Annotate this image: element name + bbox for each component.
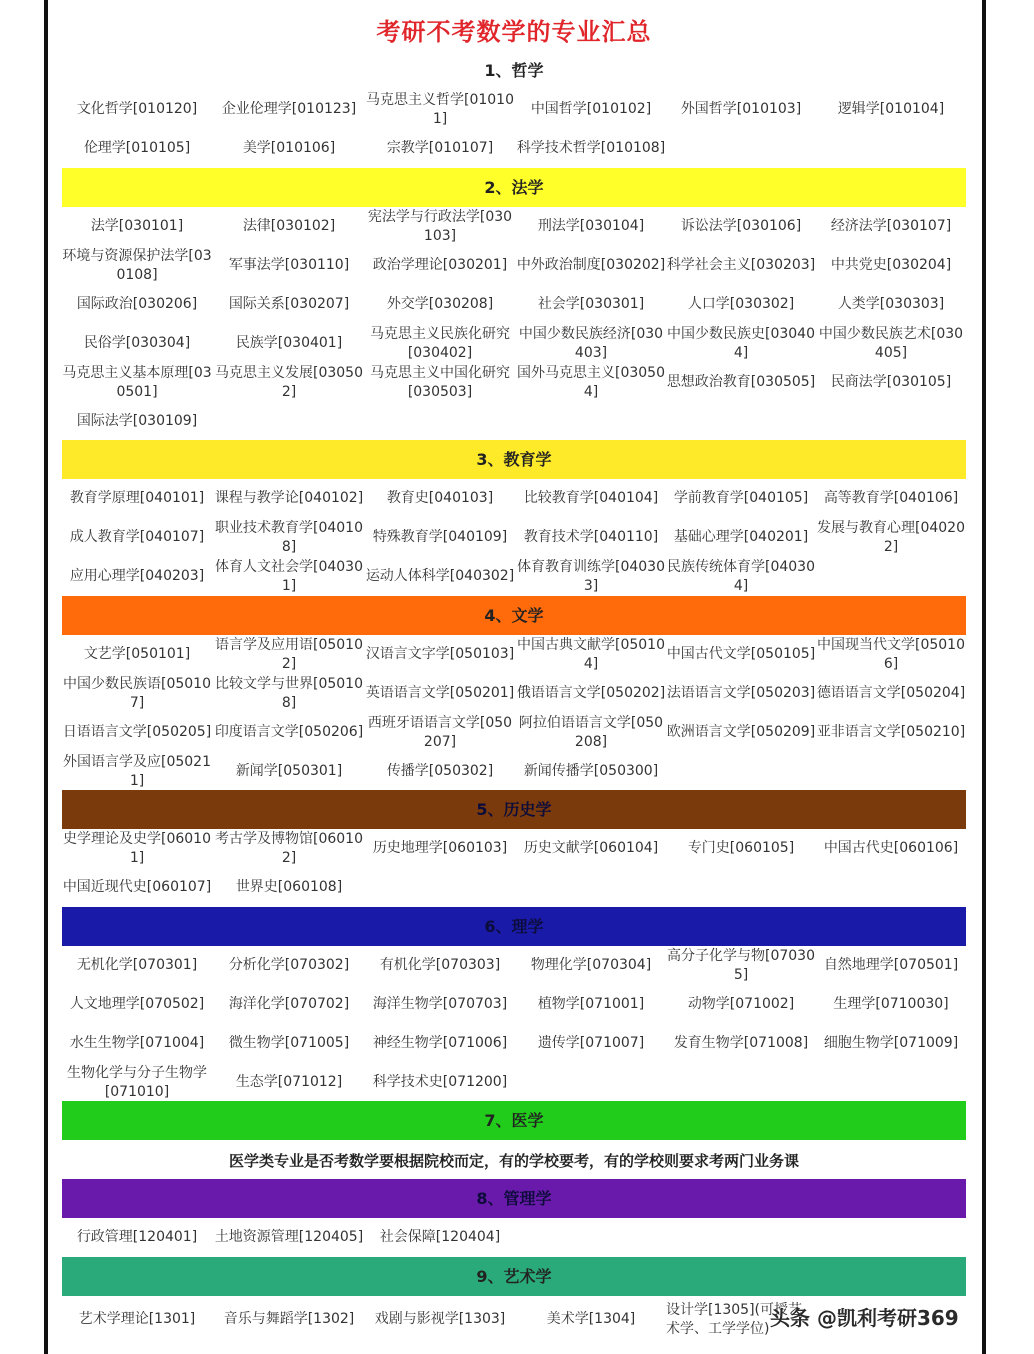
major-cell: 政治学理论[030201] (372, 257, 508, 273)
major-cell: 经济法学[030107] (830, 218, 952, 234)
major-cell: 美术学[1304] (546, 1311, 636, 1327)
major-cell: 细胞生物学[071009] (823, 1035, 959, 1051)
major-cell: 设计学[1305](可授艺术学、工学学位) (666, 1301, 803, 1337)
major-cell: 海洋化学[070702] (228, 996, 350, 1012)
major-cell: 逻辑学[010104] (837, 101, 945, 117)
major-cell: 海洋生物学[070703] (372, 996, 508, 1012)
section-heading: 5、历史学 (62, 790, 966, 829)
major-cell: 有机化学[070303] (379, 957, 501, 973)
major-cell: 课程与教学论[040102] (214, 490, 364, 506)
major-cell: 新闻学[050301] (235, 763, 343, 779)
major-cell: 音乐与舞蹈学[1302] (223, 1311, 355, 1327)
section-heading: 4、文学 (62, 596, 966, 635)
major-cell: 法学[030101] (90, 218, 184, 234)
major-cell: 民商法学[030105] (830, 374, 952, 390)
major-cell: 戏剧与影视学[1303] (374, 1311, 506, 1327)
major-cell: 中国少数民族史[030404] (667, 325, 815, 361)
major-cell: 伦理学[010105] (83, 140, 191, 156)
medical-note: 医学类专业是否考数学要根据院校而定，有的学校要考，有的学校则要求考两门业务课 (228, 1152, 799, 1170)
major-cell: 学前教育学[040105] (673, 490, 809, 506)
watermark: 头条 @凯利考研369 (770, 1306, 959, 1330)
major-cell: 思想政治教育[030505] (666, 374, 816, 390)
major-cell: 西班牙语语言文学[050207] (367, 714, 513, 750)
major-cell: 动物学[071002] (687, 996, 795, 1012)
major-cell: 民俗学[030304] (83, 335, 191, 351)
major-cell: 诉讼法学[030106] (680, 218, 802, 234)
major-cell: 历史文献学[060104] (523, 840, 659, 856)
major-cell: 欧洲语言文学[050209] (666, 724, 816, 740)
major-cell: 考古学及博物馆[060102] (215, 830, 363, 866)
major-cell: 汉语言文字学[050103] (365, 646, 515, 662)
major-cell: 中国现当代文学[050106] (817, 636, 965, 672)
major-cell: 物理化学[070304] (530, 957, 652, 973)
major-cell: 企业伦理学[010123] (221, 101, 357, 117)
major-cell: 亚非语言文学[050210] (816, 724, 966, 740)
major-cell: 专门史[060105] (687, 840, 795, 856)
major-cell: 遗传学[071007] (537, 1035, 645, 1051)
major-cell: 体育教育训练学[040303] (517, 558, 665, 594)
major-cell: 中国古代文学[050105] (666, 646, 816, 662)
major-cell: 语言学及应用语[050102] (215, 636, 363, 672)
major-cell: 高分子化学与物[070305] (667, 947, 815, 983)
major-cell: 世界史[060108] (235, 879, 343, 895)
section-heading: 1、哲学 (62, 55, 966, 87)
major-cell: 教育学原理[040101] (69, 490, 205, 506)
major-cell: 历史地理学[060103] (372, 840, 508, 856)
major-cell: 比较文学与世界[050108] (215, 675, 363, 711)
section-heading: 2、法学 (62, 168, 966, 207)
major-cell: 俄语语言文学[050202] (516, 685, 666, 701)
major-cell: 外国哲学[010103] (680, 101, 802, 117)
major-cell: 生理学[0710030] (833, 996, 949, 1012)
major-cell: 发育生物学[071008] (673, 1035, 809, 1051)
right-border (982, 0, 986, 1354)
major-cell: 中国哲学[010102] (530, 101, 652, 117)
major-cell: 水生生物学[071004] (69, 1035, 205, 1051)
major-cell: 马克思主义哲学[010101] (366, 91, 514, 127)
major-cell: 宪法学与行政法学[030103] (367, 208, 513, 244)
major-cell: 人文地理学[070502] (69, 996, 205, 1012)
major-cell: 生物化学与分子生物学[071010] (67, 1064, 207, 1100)
major-cell: 宗教学[010107] (386, 140, 494, 156)
major-cell: 中国古代史[060106] (823, 840, 959, 856)
major-cell: 马克思主义发展[030502] (215, 364, 363, 400)
major-cell: 应用心理学[040203] (69, 568, 205, 584)
major-cell: 印度语言文学[050206] (214, 724, 364, 740)
major-cell: 比较教育学[040104] (523, 490, 659, 506)
major-cell: 新闻传播学[050300] (523, 763, 659, 779)
major-cell: 高等教育学[040106] (823, 490, 959, 506)
major-cell: 人口学[030302] (687, 296, 795, 312)
major-cell: 军事法学[030110] (228, 257, 350, 273)
section-heading: 8、管理学 (62, 1179, 966, 1218)
major-cell: 神经生物学[071006] (372, 1035, 508, 1051)
major-cell: 基础心理学[040201] (673, 529, 809, 545)
major-cell: 中国古典文献学[050104] (517, 636, 665, 672)
major-cell: 传播学[050302] (386, 763, 494, 779)
major-cell: 马克思主义民族化研究[030402] (370, 325, 510, 361)
section-heading: 3、教育学 (62, 440, 966, 479)
major-cell: 国外马克思主义[030504] (517, 364, 665, 400)
major-cell: 外交学[030208] (386, 296, 494, 312)
major-cell: 法语语言文学[050203] (666, 685, 816, 701)
major-cell: 无机化学[070301] (76, 957, 198, 973)
major-cell: 科学技术哲学[010108] (516, 140, 666, 156)
major-cell: 人类学[030303] (837, 296, 945, 312)
major-cell: 马克思主义中国化研究[030503] (370, 364, 510, 400)
major-cell: 教育技术学[040110] (523, 529, 659, 545)
page-title: 考研不考数学的专业汇总 (376, 18, 652, 46)
major-cell: 马克思主义基本原理[030501] (62, 364, 212, 400)
major-cell: 中国少数民族经济[030403] (518, 325, 664, 361)
major-cell: 生态学[071012] (235, 1074, 343, 1090)
major-cell: 德语语言文学[050204] (816, 685, 966, 701)
major-cell: 中共党史[030204] (830, 257, 952, 273)
major-cell: 史学理论及史学[060101] (63, 830, 211, 866)
major-cell: 文化哲学[010120] (76, 101, 198, 117)
major-cell: 体育人文社会学[040301] (215, 558, 363, 594)
major-cell: 环境与资源保护法学[030108] (62, 247, 212, 283)
major-cell: 社会保障[120404] (379, 1229, 501, 1245)
left-border (44, 0, 48, 1354)
major-cell: 特殊教育学[040109] (372, 529, 508, 545)
major-cell: 美学[010106] (242, 140, 336, 156)
major-cell: 教育史[040103] (386, 490, 494, 506)
major-cell: 英语语言文学[050201] (365, 685, 515, 701)
major-cell: 社会学[030301] (537, 296, 645, 312)
major-cell: 刑法学[030104] (537, 218, 645, 234)
major-cell: 科学社会主义[030203] (666, 257, 816, 273)
major-cell: 职业技术教育学[040108] (215, 519, 363, 555)
major-cell: 成人教育学[040107] (69, 529, 205, 545)
major-cell: 国际关系[030207] (228, 296, 350, 312)
section-heading: 6、理学 (62, 907, 966, 946)
major-cell: 日语语言文学[050205] (62, 724, 212, 740)
major-cell: 科学技术史[071200] (372, 1074, 508, 1090)
major-cell: 发展与教育心理[040202] (817, 519, 965, 555)
major-cell: 民族传统体育学[040304] (667, 558, 815, 594)
major-cell: 中国近现代史[060107] (62, 879, 212, 895)
major-cell: 运动人体科学[040302] (365, 568, 515, 584)
major-cell: 阿拉伯语语言文学[050208] (518, 714, 664, 750)
major-cell: 法律[030102] (242, 218, 336, 234)
major-cell: 土地资源管理[120405] (214, 1229, 364, 1245)
major-cell: 自然地理学[070501] (823, 957, 959, 973)
major-cell: 文艺学[050101] (83, 646, 191, 662)
major-cell: 国际法学[030109] (76, 413, 198, 429)
section-heading: 7、医学 (62, 1101, 966, 1140)
major-cell: 民族学[030401] (235, 335, 343, 351)
major-cell: 艺术学理论[1301] (78, 1311, 196, 1327)
major-cell: 外国语言学及应[050211] (63, 753, 211, 789)
major-cell: 行政管理[120401] (76, 1229, 198, 1245)
major-cell: 国际政治[030206] (76, 296, 198, 312)
major-cell: 中国少数民族语[050107] (63, 675, 211, 711)
major-cell: 植物学[071001] (537, 996, 645, 1012)
major-cell: 微生物学[071005] (228, 1035, 350, 1051)
section-heading: 9、艺术学 (62, 1257, 966, 1296)
major-cell: 分析化学[070302] (228, 957, 350, 973)
major-cell: 中外政治制度[030202] (516, 257, 666, 273)
major-cell: 中国少数民族艺术[030405] (818, 325, 964, 361)
